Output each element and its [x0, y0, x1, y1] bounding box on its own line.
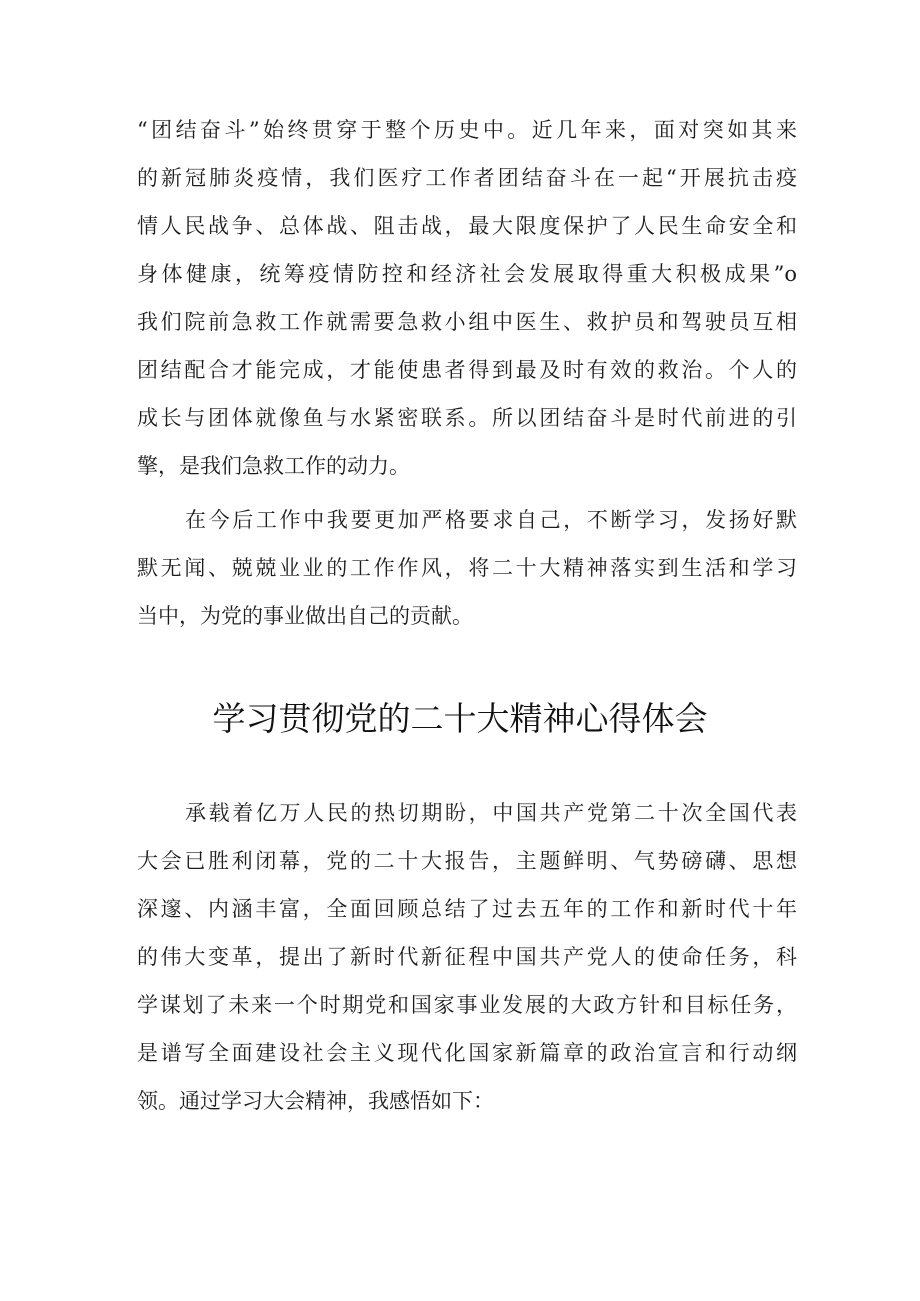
paragraph-line: 当中，为党的事业做出自己的贡献。 [137, 604, 473, 628]
paragraph-line: 情人民战争、总体战、阻击战，最大限度保护了人民生命安全和 [137, 214, 797, 238]
paragraph-line: 学谋划了未来一个时期党和国家事业发展的大政方针和目标任务， [137, 993, 797, 1017]
section-title: 学习贯彻党的二十大精神心得体会 [212, 699, 708, 738]
paragraph-line: 是谱写全面建设社会主义现代化国家新篇章的政治宣言和行动纲 [137, 1041, 797, 1065]
paragraph-line: “团结奋斗”始终贯穿于整个历史中。近几年来，面对突如其来 [137, 118, 797, 142]
paragraph-line: 身体健康，统筹疫情防控和经济社会发展取得重大积极成果”o [137, 262, 797, 286]
paragraph-line: 大会已胜利闭幕，党的二十大报告，主题鲜明、气势磅礴、思想 [137, 849, 797, 873]
paragraph-line: 在今后工作中我要更加严格要求自己，不断学习，发扬好默 [185, 508, 797, 532]
paragraph-line: 的新冠肺炎疫情，我们医疗工作者团结奋斗在一起“开展抗击疫 [137, 166, 797, 190]
paragraph-line: 的伟大变革，提出了新时代新征程中国共产党人的使命任务，科 [137, 945, 797, 969]
paragraph-line: 领。通过学习大会精神，我感悟如下： [137, 1089, 494, 1113]
paragraph-line: 团结配合才能完成，才能使患者得到最及时有效的救治。个人的 [137, 358, 797, 382]
paragraph-line: 擎，是我们急救工作的动力。 [137, 454, 410, 478]
paragraph-line: 深邃、内涵丰富，全面回顾总结了过去五年的工作和新时代十年 [137, 897, 797, 921]
paragraph-line: 默无闻、兢兢业业的工作作风，将二十大精神落实到生活和学习 [137, 556, 797, 580]
paragraph-line: 承载着亿万人民的热切期盼，中国共产党第二十次全国代表 [185, 801, 797, 825]
paragraph-line: 我们院前急救工作就需要急救小组中医生、救护员和驾驶员互相 [137, 310, 797, 334]
paragraph-line: 成长与团体就像鱼与水紧密联系。所以团结奋斗是时代前进的引 [137, 406, 797, 430]
